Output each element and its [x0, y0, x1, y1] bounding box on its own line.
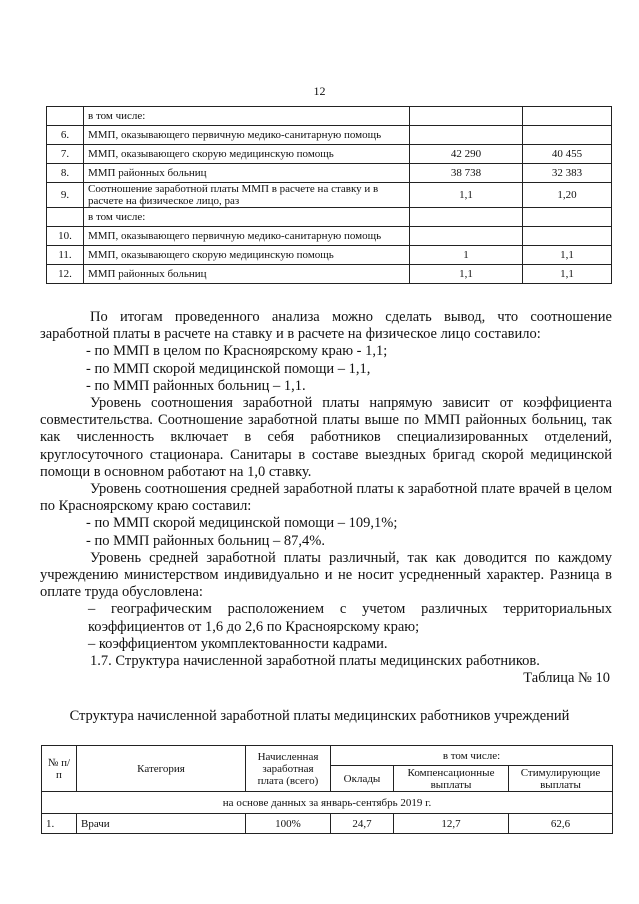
row-label: ММП районных больниц	[84, 164, 410, 183]
row-value-2	[523, 107, 612, 126]
section-heading: 1.7. Структура начисленной заработной платы медицинских работников.	[90, 653, 540, 670]
row-value-1	[410, 208, 523, 227]
table-row	[47, 107, 612, 126]
table-label: Таблица № 10	[523, 670, 610, 687]
column-header: № п/п	[42, 746, 77, 792]
row-value-2: 40 455	[523, 145, 612, 164]
row-number: 7.	[47, 145, 84, 164]
row-number: 11.	[47, 246, 84, 265]
row-value-2: 1,1	[523, 265, 612, 284]
row-label: в том числе:	[84, 208, 410, 227]
salary-structure-table	[41, 745, 613, 834]
table-row	[42, 814, 613, 834]
row-total: 100%	[246, 814, 331, 834]
table-row	[47, 126, 612, 145]
row-value-1: 1,1	[410, 183, 523, 208]
row-label: ММП районных больниц	[84, 265, 410, 284]
row-value-1: 42 290	[410, 145, 523, 164]
row-number: 9.	[47, 183, 84, 208]
list-item: - по ММП в целом по Красноярскому краю - 1,1;	[86, 343, 388, 360]
document-body	[40, 309, 612, 687]
row-value-1: 1,1	[410, 265, 523, 284]
row-value-1	[410, 227, 523, 246]
list-item: - по ММП районных больниц – 1,1.	[86, 377, 306, 394]
paragraph: Уровень соотношения средней заработной платы к заработной плате врачей в целом по Красноярскому краю составил:	[40, 481, 612, 515]
row-value-2	[523, 126, 612, 145]
row-value-1	[410, 107, 523, 126]
row-number: 6.	[47, 126, 84, 145]
list-item: - по ММП районных больниц – 87,4%.	[86, 532, 325, 549]
column-header: в том числе:	[331, 746, 613, 766]
table-row	[47, 145, 612, 164]
table-row	[47, 208, 612, 227]
row-value-2: 1,20	[523, 183, 612, 208]
row-value-1: 1	[410, 246, 523, 265]
row-number: 1.	[42, 814, 77, 834]
row-number	[47, 208, 84, 227]
table-row	[47, 227, 612, 246]
column-header: Компенсационные выплаты	[394, 766, 509, 792]
row-category: Врачи	[77, 814, 246, 834]
row-salary: 24,7	[331, 814, 394, 834]
row-incentive: 62,6	[509, 814, 613, 834]
row-label: ММП, оказывающего первичную медико-санитарную помощь	[84, 227, 410, 246]
row-number: 10.	[47, 227, 84, 246]
row-value-2: 1,1	[523, 246, 612, 265]
list-item: - по ММП скорой медицинской помощи – 109,1%;	[86, 515, 398, 532]
row-number	[47, 107, 84, 126]
table-caption: Структура начисленной заработной платы медицинских работников учреждений	[69, 708, 570, 724]
row-label: ММП, оказывающего первичную медико-санитарную помощь	[84, 126, 410, 145]
table-row	[47, 183, 612, 208]
row-label: Соотношение заработной платы ММП в расчете на ставку и в расчете на физическое лицо, раз	[84, 183, 410, 208]
table-row	[47, 265, 612, 284]
row-value-2: 32 383	[523, 164, 612, 183]
row-number: 12.	[47, 265, 84, 284]
row-label: ММП, оказывающего скорую медицинскую помощь	[84, 145, 410, 164]
salary-ratio-table	[46, 106, 612, 284]
list-item: - по ММП скорой медицинской помощи – 1,1,	[86, 360, 371, 377]
column-header: Стимулирующие выплаты	[509, 766, 613, 792]
row-label: в том числе:	[84, 107, 410, 126]
row-value-1: 38 738	[410, 164, 523, 183]
list-item: – географическим расположением с учетом различных территориальных коэффициентов от 1,6 до 2,6 по Красноярскому краю;	[88, 601, 612, 635]
row-compensation: 12,7	[394, 814, 509, 834]
period-row: на основе данных за январь-сентябрь 2019 г.	[42, 792, 613, 814]
paragraph: Уровень соотношения заработной платы напрямую зависит от коэффициента совместительства. Соотношение заработной платы выше по ММП районных больниц, так как численность включает в себя работников специализированных отделений, круглосуточного стационара. Санитары в составе выездных бригад скорой медицинской помощи в основном работают на 1,0 ставку.	[40, 395, 612, 480]
table-row	[47, 164, 612, 183]
table-row	[47, 246, 612, 265]
list-item: – коэффициентом укомплектованности кадрами.	[88, 635, 388, 652]
column-header: Начисленная заработная плата (всего)	[246, 746, 331, 792]
column-header: Оклады	[331, 766, 394, 792]
row-label: ММП, оказывающего скорую медицинскую помощь	[84, 246, 410, 265]
column-header: Категория	[77, 746, 246, 792]
row-value-2	[523, 227, 612, 246]
page-number: 12	[313, 84, 326, 98]
paragraph: Уровень средней заработной платы различный, так как доводится по каждому учреждению министерством индивидуально и не носит усредненный характер. Разница в оплате труда обусловлена:	[40, 549, 612, 601]
row-value-1	[410, 126, 523, 145]
row-number: 8.	[47, 164, 84, 183]
paragraph: По итогам проведенного анализа можно сделать вывод, что соотношение заработной платы в расчете на ставку и в расчете на физическое лицо составило:	[40, 309, 612, 343]
row-value-2	[523, 208, 612, 227]
